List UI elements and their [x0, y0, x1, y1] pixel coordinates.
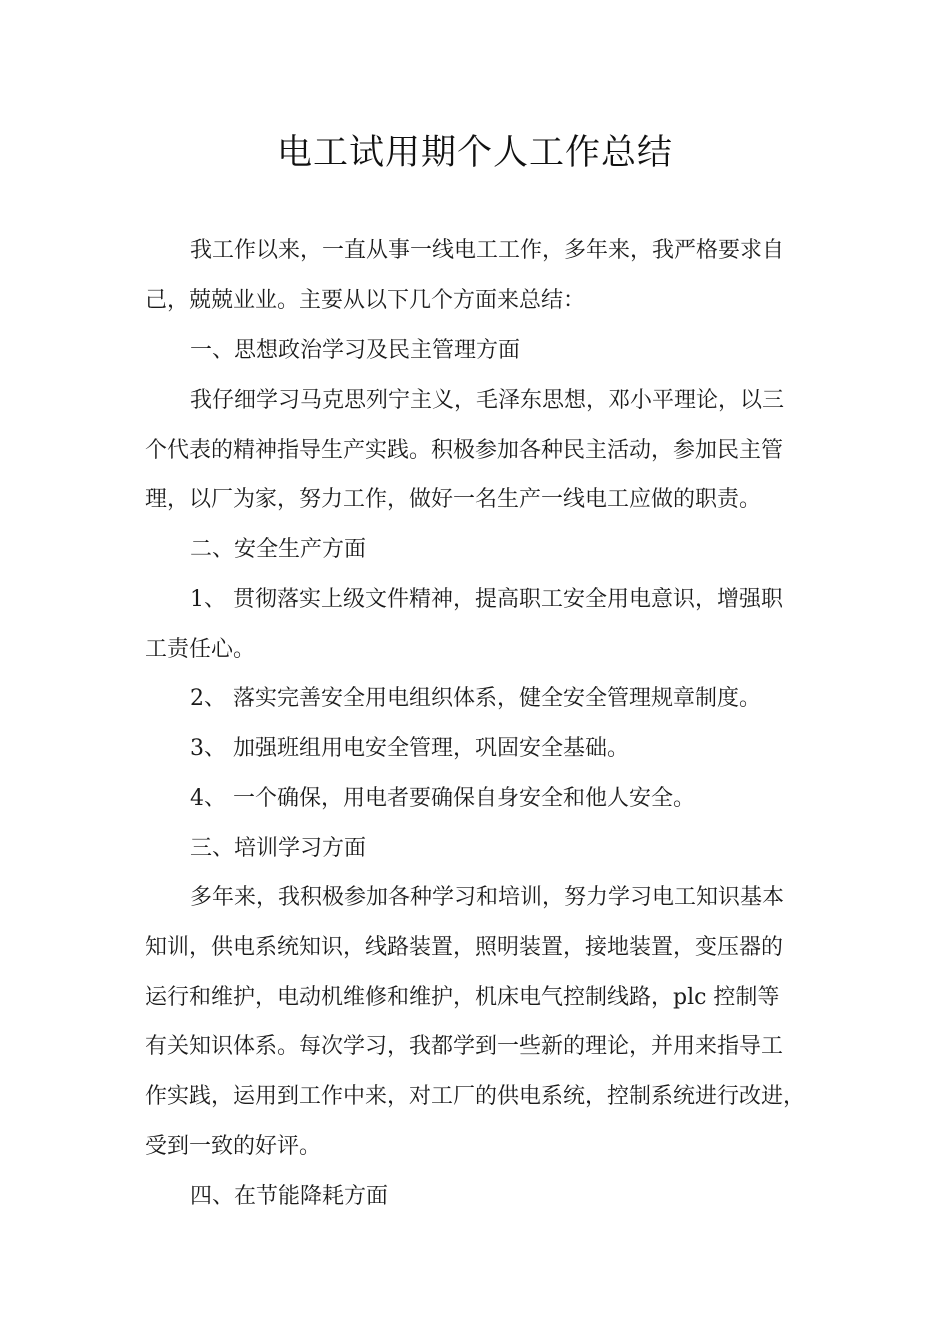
paragraph-line: 受到一致的好评。 — [145, 1134, 322, 1159]
section-heading: 二、安全生产方面 — [190, 537, 367, 562]
paragraph-line: 工责任心。 — [145, 637, 256, 662]
paragraph-line: 有关知识体系。每次学习，我都学到一些新的理论，并用来指导工 — [145, 1034, 784, 1059]
paragraph-line: 理，以厂为家，努力工作，做好一名生产一线电工应做的职责。 — [145, 487, 762, 512]
list-item: 1、 贯彻落实上级文件精神，提高职工安全用电意识，增强职 — [190, 587, 783, 612]
section-heading: 四、在节能降耗方面 — [190, 1184, 389, 1209]
section-heading: 一、思想政治学习及民主管理方面 — [190, 338, 521, 363]
paragraph-line: 个代表的精神指导生产实践。积极参加各种民主活动，参加民主管 — [145, 438, 784, 463]
paragraph-line: 我工作以来，一直从事一线电工工作，多年来，我严格要求自 — [190, 238, 785, 263]
list-item: 2、 落实完善安全用电组织体系，健全安全管理规章制度。 — [190, 686, 761, 711]
paragraph-line: 运行和维护，电动机维修和维护，机床电气控制线路，plc 控制等 — [145, 985, 780, 1010]
document-title: 电工试用期个人工作总结 — [276, 133, 673, 173]
list-item: 4、 一个确保，用电者要确保自身安全和他人安全。 — [190, 786, 695, 811]
paragraph-line: 知训，供电系统知识，线路装置，照明装置，接地装置，变压器的 — [145, 935, 784, 960]
paragraph-line: 多年来，我积极参加各种学习和培训，努力学习电工知识基本 — [190, 885, 785, 910]
section-heading: 三、培训学习方面 — [190, 836, 367, 861]
paragraph-line: 作实践，运用到工作中来，对工厂的供电系统，控制系统进行改进， — [145, 1084, 806, 1109]
paragraph-line: 我仔细学习马克思列宁主义，毛泽东思想，邓小平理论，以三 — [190, 388, 785, 413]
paragraph-line: 己，兢兢业业。主要从以下几个方面来总结： — [145, 288, 586, 313]
list-item: 3、 加强班组用电安全管理，巩固安全基础。 — [190, 736, 629, 761]
